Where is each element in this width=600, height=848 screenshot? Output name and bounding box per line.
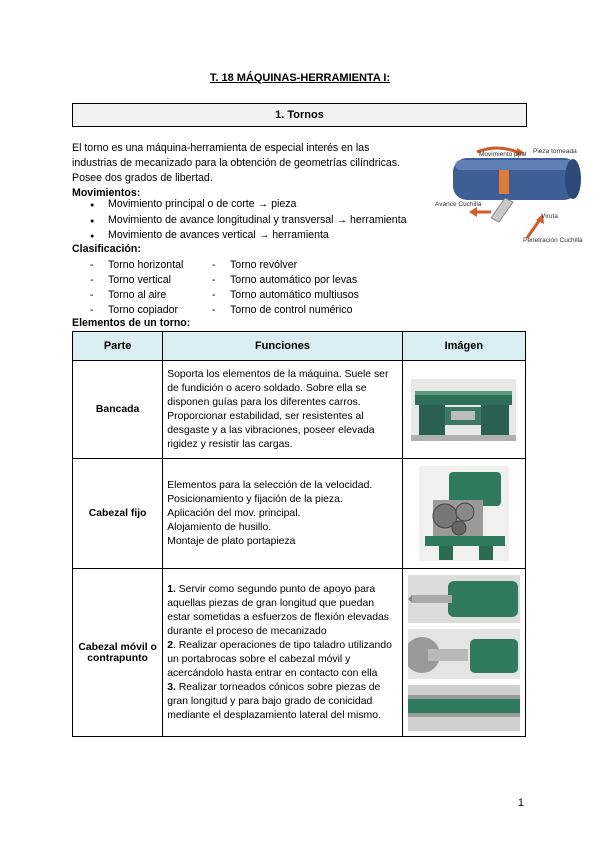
- clasificacion-col1: [90, 258, 183, 318]
- column-header: Funciones: [163, 332, 403, 361]
- part-cell: Cabezal móvil o contrapunto: [73, 569, 163, 737]
- list-item: - Torno revólver: [212, 258, 359, 273]
- image-cell: [402, 361, 525, 459]
- function-line: Montaje de plato portapieza: [167, 535, 296, 547]
- function-item: [167, 681, 398, 723]
- function-line: Alojamiento de husillo.: [167, 521, 272, 533]
- list-item: ● Movimiento principal o de corte → pieza: [90, 197, 407, 213]
- item-number: 1.: [167, 583, 176, 595]
- figure-label: Penetración Cuchilla: [523, 237, 583, 244]
- image-cell: [402, 459, 525, 569]
- list-item: ● Movimiento de avance longitudinal y transversal → herramienta: [90, 213, 407, 229]
- page-number: 1: [517, 797, 524, 809]
- intro-line: Posee dos grados de libertad.: [72, 172, 213, 184]
- figure-label: Avance Cuchilla: [435, 201, 482, 208]
- table-row: [73, 569, 526, 737]
- function-cell: [163, 459, 403, 569]
- clasificacion-heading: Clasificación:: [72, 243, 141, 255]
- table-row: [73, 361, 526, 459]
- function-line: Aplicación del mov. principal.: [167, 507, 301, 519]
- contrapunto-images: [408, 575, 520, 731]
- function-cell: [163, 569, 403, 737]
- movimientos-list: [90, 197, 407, 244]
- function-item: [167, 583, 398, 639]
- item-text: Servir como segundo punto de apoyo para aquellas piezas de gran longitud que puedan estar sometidas a esfuerzos de flexión elevadas durante el proceso de mecanizado: [167, 583, 389, 637]
- figure-label: Viruta: [541, 213, 558, 220]
- table-header-row: [73, 332, 526, 361]
- column-header: Parte: [73, 332, 163, 361]
- page-title: T. 18 MÁQUINAS-HERRAMIENTA I:: [209, 72, 391, 84]
- intro-paragraph: [72, 141, 432, 201]
- list-item: - Torno horizontal: [90, 258, 183, 273]
- intro-line: El torno es una máquina-herramienta de especial interés en las: [72, 142, 370, 154]
- chip-shape: [499, 170, 509, 194]
- item-number: 3.: [167, 681, 176, 693]
- clasificacion-col2: [212, 258, 359, 318]
- elements-table: [72, 331, 526, 737]
- list-item: - Torno de control numérico: [212, 303, 359, 318]
- table-row: [73, 459, 526, 569]
- list-item: ● Movimiento de avances vertical → herramienta: [90, 228, 407, 244]
- list-item: - Torno copiador: [90, 303, 183, 318]
- image-cell: [402, 569, 525, 737]
- part-cell: Cabezal fijo: [73, 459, 163, 569]
- function-cell: Soporta los elementos de la máquina. Suele ser de fundición o acero soldado. Sobre ella se disponen guías para los diferentes carros. Proporcionar estabilidad, ser resistentes al desgaste y a las vibraciones, poseer elevada rigidez y resistir las cargas.: [163, 361, 403, 459]
- movimientos-heading: Movimientos:: [72, 187, 141, 199]
- figure-label: Pieza torneada: [533, 148, 577, 155]
- function-line: Posicionamiento y fijación de la pieza.: [167, 493, 343, 505]
- cabezal-fijo-image: [419, 466, 509, 561]
- list-item: - Torno vertical: [90, 273, 183, 288]
- item-text: Realizar torneados cónicos sobre piezas de gran longitud y para bajo grado de conicidad mediante el desplazamiento lateral del mismo.: [167, 681, 381, 721]
- intro-line: industrias de mecanizado para la obtención de geometrías cilíndricas.: [72, 157, 401, 169]
- list-item: - Torno al aire: [90, 288, 183, 303]
- bancada-image: [411, 379, 516, 441]
- list-item: - Torno automático por levas: [212, 273, 359, 288]
- list-item: - Torno automático multiusos: [212, 288, 359, 303]
- part-cell: Bancada: [73, 361, 163, 459]
- lathe-figure: [433, 140, 593, 245]
- item-text: . Realizar operaciones de tipo taladro utilizando un portabrocas sobre el cabezal móvil y acercándolo hasta entrar en contacto con ella: [167, 639, 392, 679]
- function-line: Elementos para la selección de la velocidad.: [167, 479, 373, 491]
- function-item: [167, 639, 398, 681]
- item-number: 2: [167, 639, 173, 651]
- column-header: Imágen: [402, 332, 525, 361]
- section-header: 1. Tornos: [72, 103, 527, 127]
- elementos-heading: Elementos de un torno:: [72, 317, 191, 329]
- figure-label: Movimiento ppal: [479, 151, 527, 158]
